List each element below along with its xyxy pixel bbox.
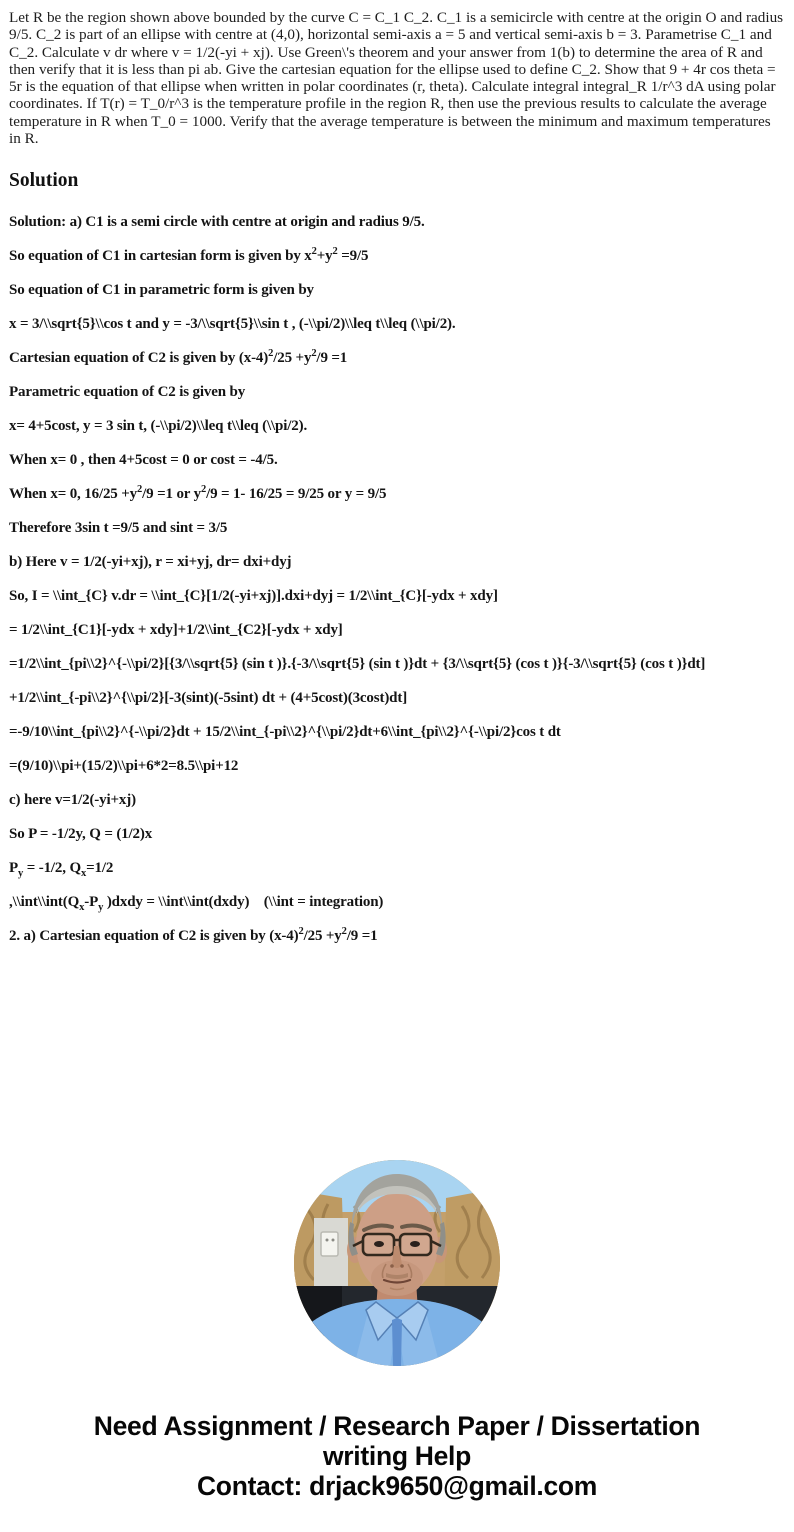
tutor-portrait-photo: [294, 1160, 500, 1366]
footer-line-1: Need Assignment / Research Paper / Dissertation: [93, 1411, 701, 1441]
solution-paragraph: $P_y = -1/2$, $Q_x=1/2$: [9, 860, 114, 880]
solution-paragraph: =(9/10)\\pi+(15/2)\\pi+6*2=8.5\\pi+12: [9, 758, 239, 775]
solution-paragraph: Cartesian equation of C2 is given by $(x-4)^2/25 +y^2/9 =1$: [9, 348, 348, 367]
solution-paragraph: $,\backslash\backslash int\backslash\backslash int(Q_x-P_y$ )dxdy = \\int\\int(dxdy) (\\int = integration): [9, 894, 384, 914]
footer-line-3: Contact: drjack9650@gmail.com: [196, 1471, 598, 1501]
solution-paragraph: =1/2\\int_{pi\\2}^{-\\pi/2}[{3/\\sqrt{5} (sin t )}.{-3/\\sqrt{5} (sin t )}dt + {3/\\sqrt{5} (cos t )}{-3/\\sqrt{5} (cos t )}dt]: [9, 656, 706, 673]
footer-line-2: writing Help: [322, 1441, 472, 1471]
solution-paragraph: So P = -1/2y, Q = (1/2)x: [9, 826, 153, 843]
solution-paragraph: So, I = \\int_{C} v.dr = \\int_{C}[1/2(-yi+xj)].dxi+dyj = 1/2\\int_{C}[-ydx + xdy]: [9, 588, 498, 605]
solution-paragraph: +1/2\\int_{-pi\\2}^{\\pi/2}[-3(sint)(-5sint) dt + (4+5cost)(3cost)dt]: [9, 690, 408, 707]
solution-paragraph: Therefore 3sin t =9/5 and sint = 3/5: [9, 520, 228, 537]
solution-paragraph: x = 3/\\sqrt{5}\\cos t and y = -3/\\sqrt{5}\\sin t , (-\\pi/2)\\leq t\\leq (\\pi/2).: [9, 316, 456, 333]
solution-heading: Solution: [9, 170, 79, 192]
solution-paragraph: Parametric equation of C2 is given by: [9, 384, 246, 401]
footer-ad-text: [0, 1411, 794, 1501]
solution-paragraph: So equation of C1 in cartesian form is given by $x^2+y^2 =9/5$: [9, 246, 369, 265]
solution-paragraph: =-9/10\\int_{pi\\2}^{-\\pi/2}dt + 15/2\\int_{-pi\\2}^{\\pi/2}dt+6\\int_{pi\\2}^{-\\pi/2}cos t dt: [9, 724, 561, 741]
solution-paragraph: So equation of C1 in parametric form is given by: [9, 282, 314, 299]
solution-paragraph: 2. a) Cartesian equation of C2 is given by $(x-4)^2/25 +y^2/9 =1$: [9, 926, 378, 945]
solution-paragraph: When x= 0 , then 4+5cost = 0 or cost = -4/5.: [9, 452, 278, 469]
solution-paragraph: c) here v=1/2(-yi+xj): [9, 792, 136, 809]
solution-paragraph: Solution: a) C1 is a semi circle with centre at origin and radius 9/5.: [9, 214, 425, 231]
solution-paragraph: When x= 0, $16/25 +y^2/9 =1$ or $y^2/9 = 1-$ 16/25 = 9/25 or y = 9/5: [9, 484, 387, 503]
solution-paragraph: x= 4+5cost, y = 3 sin t, (-\\pi/2)\\leq t\\leq (\\pi/2).: [9, 418, 308, 435]
question-text: Let R be the region shown above bounded by the curve C = C_1 C_2. C_1 is a semicircle with centre at the origin O and radius 9/5. C_2 is part of an ellipse with centre at (4,0), horizontal semi-axis a = 5 and vertical semi-axis b = 3. Parametrise C_1 and C_2. Calculate v dr where v = 1/2(-yi + xj). Use Green\'s theorem and your answer from 1(b) to determine the area of R and then verify that it is less than pi ab. Give the cartesian equation for the ellipse used to define C_2. Show that 9 + 4r cos theta = 5r is the equation of that ellipse when written in polar coordinates (r, theta). Calculate integral integral_R 1/r^3 dA using polar coordinates. If T(r) = T_0/r^3 is the temperature profile in the region R, then use the previous results to calculate the average temperature in R when T_0 = 1000. Verify that the average temperature is between the minimum and maximum temperatures in R.: [9, 9, 784, 148]
solution-paragraph: = 1/2\\int_{C1}[-ydx + xdy]+1/2\\int_{C2}[-ydx + xdy]: [9, 622, 343, 639]
solution-paragraph: b) Here v = 1/2(-yi+xj), r = xi+yj, dr= dxi+dyj: [9, 554, 292, 571]
portrait-illustration: [294, 1160, 500, 1366]
